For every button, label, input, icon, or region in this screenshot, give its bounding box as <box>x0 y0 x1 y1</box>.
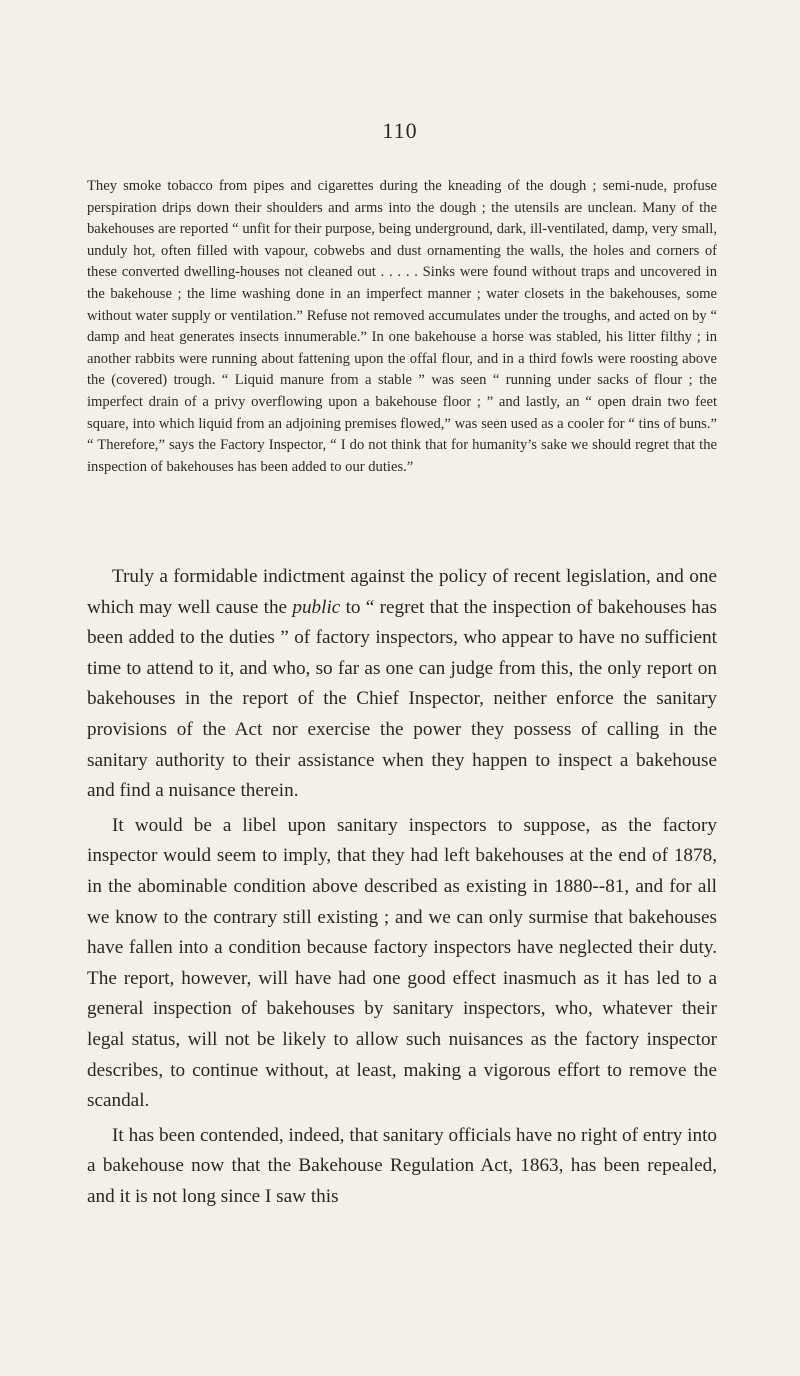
page-number: 110 <box>382 118 418 143</box>
quoted-report-excerpt <box>87 176 717 478</box>
paragraph-indictment-start: Truly a formidable indictment against the policy of recent legislation, and one which may well cause the <box>87 566 717 618</box>
paragraph-right-of-entry: It has been contended, indeed, that sanitary officials have no right of entry into a bakehouse now that the Bakehouse Regulation Act, 1863, has been repealed, and it is not long since I saw this <box>87 1124 717 1207</box>
quote-paragraph: They smoke tobacco from pipes and cigarettes during the kneading of the dough ; semi-nude, profuse perspiration drips down their shoulders and arms into the dough ; the utensils are unclean. Many of the bakehouses are reported “ unfit for their purpose, being underground, dark, ill-ventilated, damp, very small, unduly hot, often filled with vapour, cobwebs and dust ornamenting the walls, the holes and corners of these converted dwelling-houses not cleaned out . . . . . Sinks were found without traps and uncovered in the bakehouse ; the lime washing done in an imperfect manner ; water closets in the bakehouses, some without water supply or ventilation.” Refuse not removed accumulates under the troughs, and acted on by “ damp and heat generates insects innumerable.” In one bakehouse a horse was stabled, his litter filthy ; in another rabbits were running about fattening upon the offal flour, and in a third fowls were roosting above the (covered) trough. “ Liquid manure from a stable ” was seen “ running under sacks of flour ; the imperfect drain of a privy overflowing upon a bakehouse floor ; ” and lastly, an “ open drain two feet square, into which liquid from an adjoining premises flowed,” was seen used as a cooler for “ tins of buns.” “ Therefore,” says the Factory Inspector, “ I do not think that for humanity’s sake we should regret that the inspection of bakehouses has been added to our duties.” <box>87 178 717 475</box>
italic-public: public <box>292 596 341 618</box>
paragraph-indictment <box>87 562 717 807</box>
paragraph-libel: It would be a libel upon sanitary inspectors to suppose, as the factory inspector would seem to imply, that they had left bakehouses at the end of 1878, in the abominable condition above described as existing in 1880--81, and for all we know to the contrary still existing ; and we can only surmise that bakehouses have fallen into a condition because factory inspectors have neglected their duty. The report, however, will have had one good effect inasmuch as it has led to a general inspection of bakehouses by sanitary inspectors, who, whatever their legal status, will not be likely to allow such nuisances as the factory inspector describes, to continue without, at least, making a vigorous effort to remove the scandal. <box>87 814 717 1112</box>
paragraph-indictment-rest: to “ regret that the inspection of bakehouses has been added to the duties ” of factory inspectors, who appear to have no sufficient time to attend to it, and who, so far as one can judge from this, the only report on bakehouses in the report of the Chief Inspector, neither enforce the sanitary provisions of the Act nor exercise the power they possess of calling in the sanitary authority to their assistance when they happen to inspect a bakehouse and find a nuisance therein. <box>87 596 717 802</box>
body-text <box>87 562 717 1212</box>
